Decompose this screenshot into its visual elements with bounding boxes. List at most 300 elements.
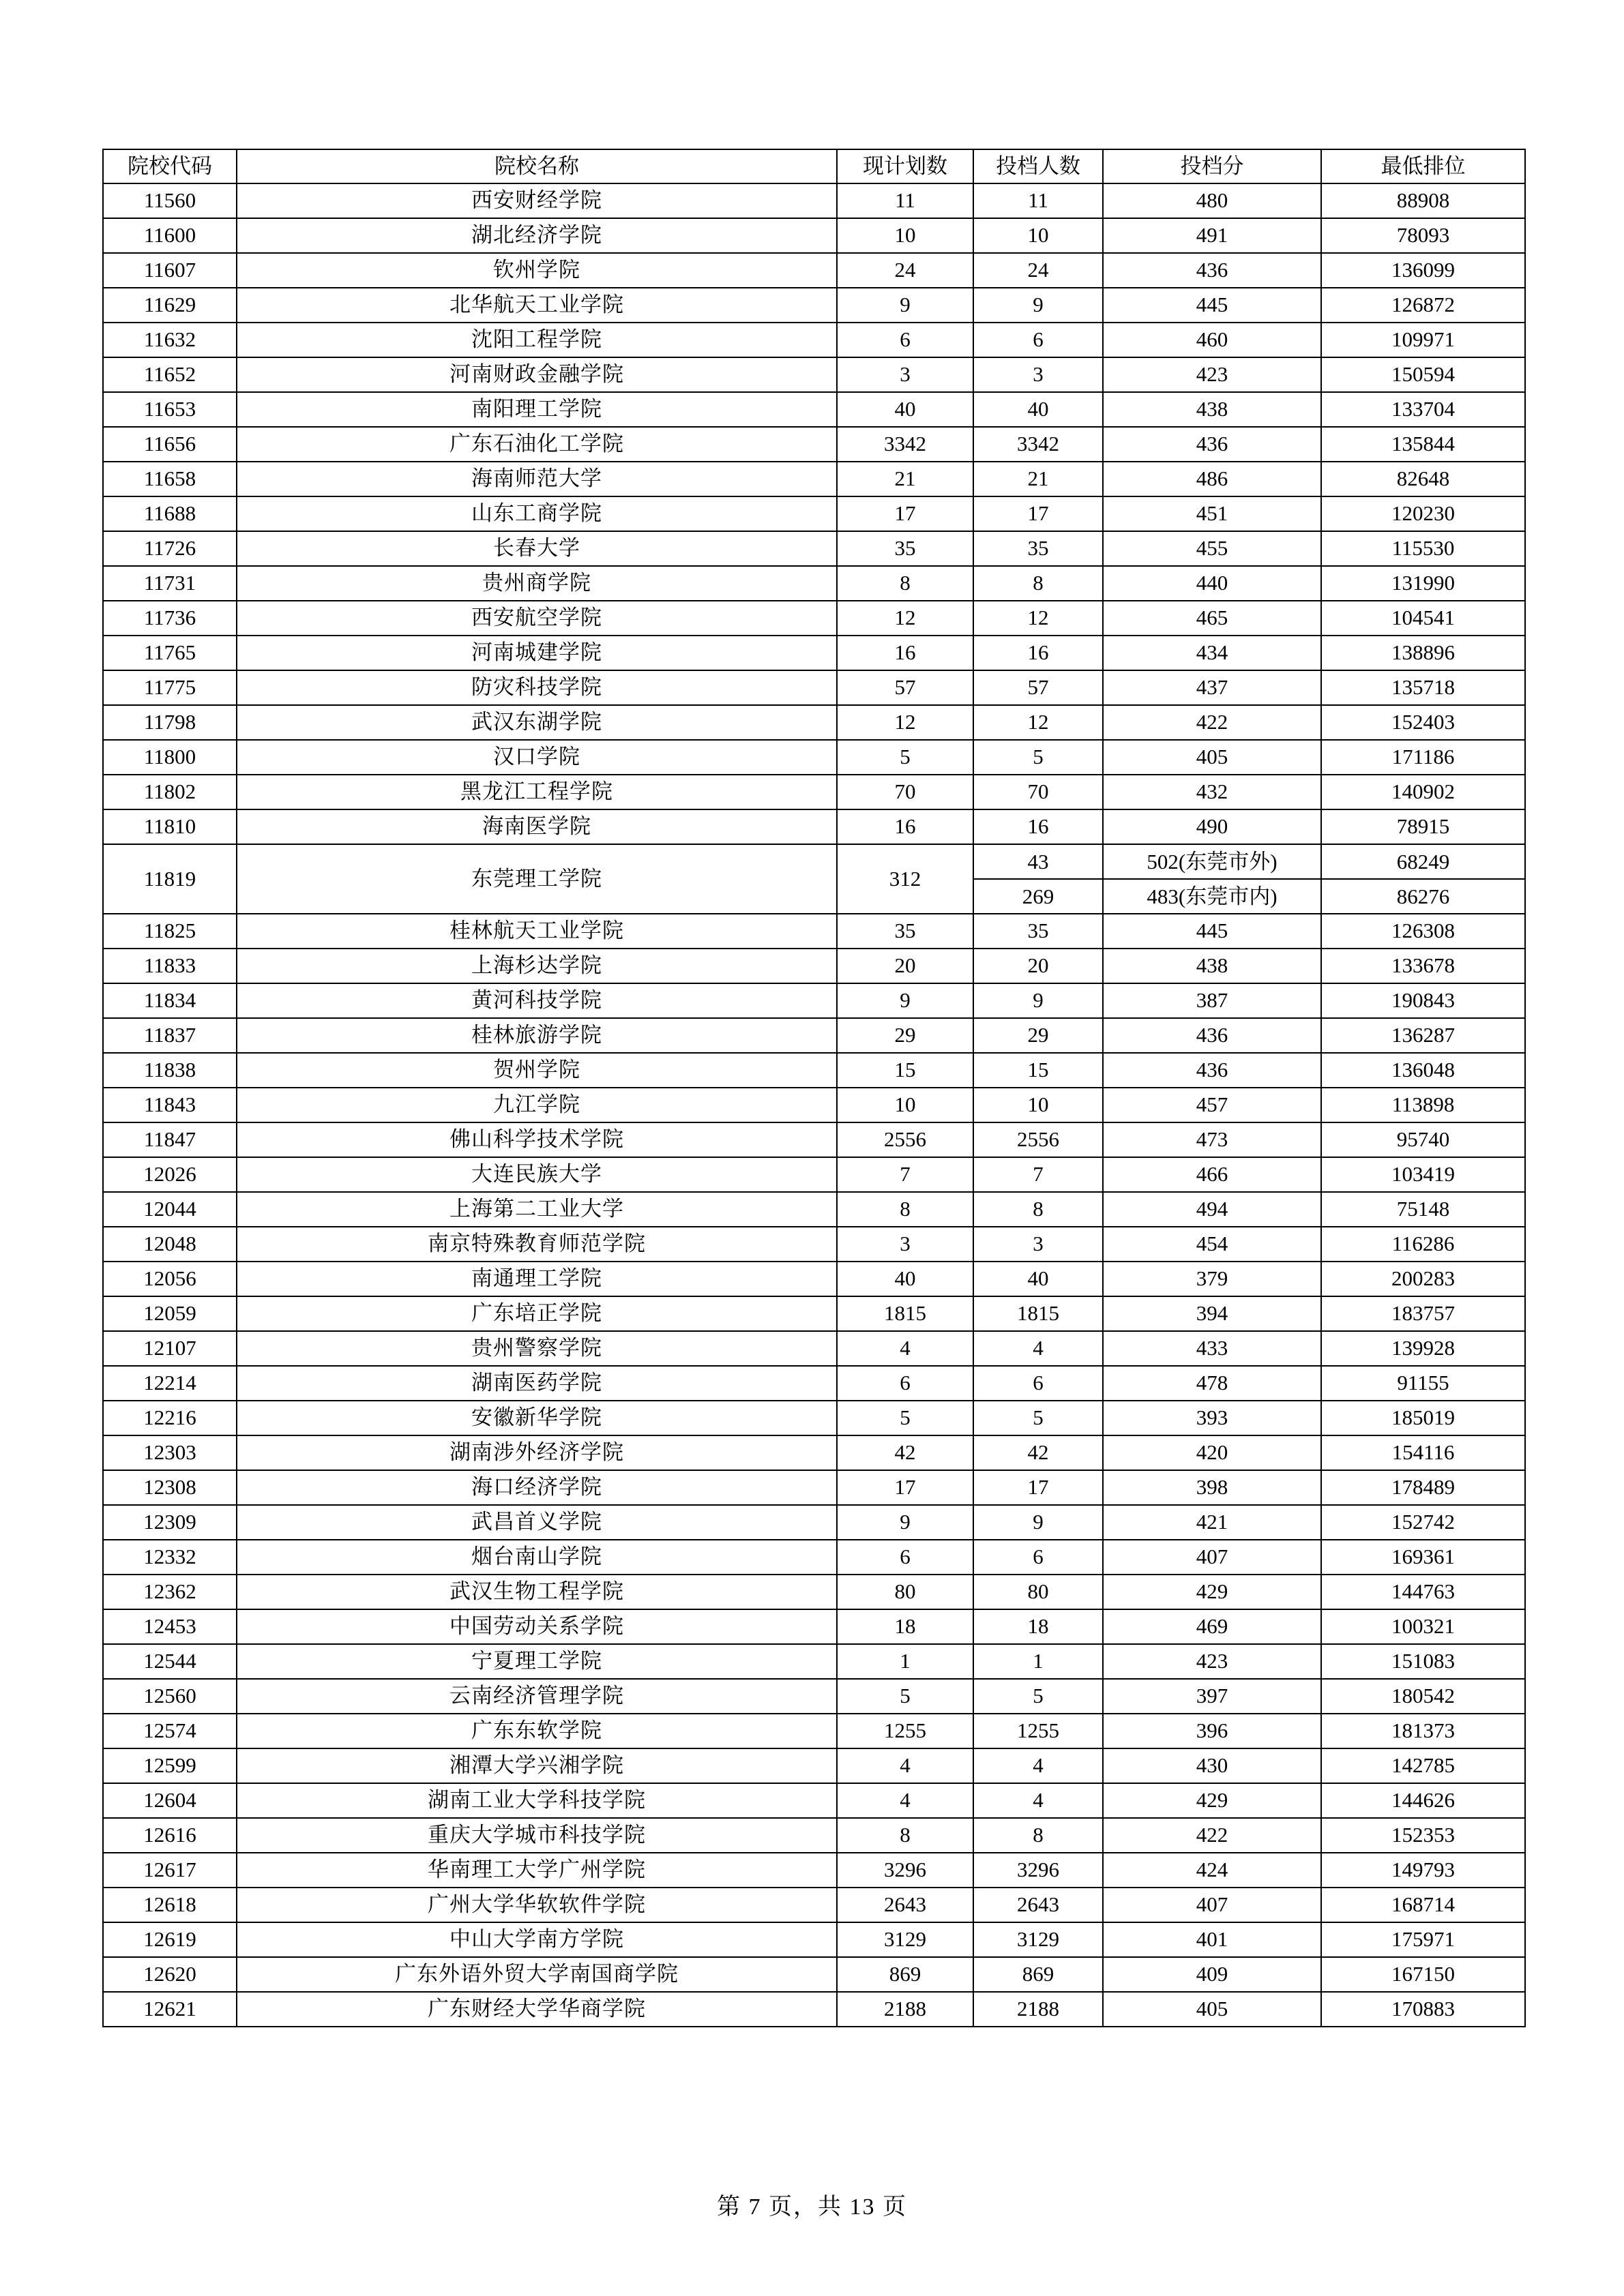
cell-current-plan: 10 [837,1088,973,1122]
cell-admitted-count: 5 [973,1401,1103,1435]
cell-admitted-count-part: 43 [974,845,1102,880]
cell-admission-score: 460 [1103,323,1321,357]
cell-current-plan: 2556 [837,1122,973,1157]
cell-school-code: 12544 [103,1644,237,1679]
cell-admission-score: 423 [1103,1644,1321,1679]
table-row [103,392,1525,427]
cell-lowest-rank: 133704 [1321,392,1525,427]
cell-admitted-count: 80 [973,1575,1103,1609]
cell-current-plan: 4 [837,1783,973,1818]
cell-school-code: 11838 [103,1053,237,1088]
cell-school-name: 佛山科学技术学院 [237,1122,837,1157]
cell-admitted-count: 10 [973,218,1103,253]
cell-current-plan: 8 [837,566,973,601]
cell-admitted-count: 15 [973,1053,1103,1088]
cell-admitted-count: 3129 [973,1922,1103,1957]
header-school-code: 院校代码 [103,149,237,183]
cell-school-code: 12616 [103,1818,237,1853]
cell-school-name: 河南财政金融学院 [237,357,837,392]
cell-admitted-count: 9 [973,1505,1103,1540]
table-row [103,1957,1525,1992]
cell-admission-score: 423 [1103,357,1321,392]
cell-school-code: 12044 [103,1192,237,1227]
cell-school-code: 12056 [103,1262,237,1296]
table-row [103,1018,1525,1053]
cell-admission-score: 440 [1103,566,1321,601]
cell-school-code: 11798 [103,705,237,740]
table-row [103,601,1525,636]
table-row [103,1505,1525,1540]
cell-admitted-count-part: 269 [1022,884,1054,908]
cell-school-code: 12309 [103,1505,237,1540]
cell-admission-score: 421 [1103,1505,1321,1540]
cell-admitted-count: 1 [973,1644,1103,1679]
cell-lowest-rank: 200283 [1321,1262,1525,1296]
cell-school-name: 九江学院 [237,1088,837,1122]
cell-current-plan: 8 [837,1192,973,1227]
table-row [103,1575,1525,1609]
table-row [103,1714,1525,1748]
header-lowest-rank: 最低排位 [1321,149,1525,183]
cell-admission-score: 424 [1103,1853,1321,1888]
cell-lowest-rank: 152353 [1321,1818,1525,1853]
cell-school-code: 11688 [103,496,237,531]
cell-admitted-count: 17 [973,496,1103,531]
cell-current-plan: 12 [837,601,973,636]
cell-admission-score: 379 [1103,1262,1321,1296]
cell-admitted-count: 6 [973,1540,1103,1575]
cell-school-code: 11802 [103,775,237,809]
cell-admission-score: 469 [1103,1609,1321,1644]
table-body [103,183,1525,2027]
cell-admission-score: 398 [1103,1470,1321,1505]
cell-current-plan: 8 [837,1818,973,1853]
cell-school-name: 钦州学院 [237,253,837,288]
cell-current-plan: 29 [837,1018,973,1053]
table-row [103,1192,1525,1227]
cell-admitted-count: 9 [973,983,1103,1018]
cell-current-plan: 10 [837,218,973,253]
cell-school-code: 12107 [103,1331,237,1366]
cell-admitted-count: 57 [973,670,1103,705]
table-row [103,740,1525,775]
cell-admitted-count: 40 [973,392,1103,427]
cell-current-plan: 42 [837,1435,973,1470]
cell-current-plan: 1 [837,1644,973,1679]
cell-school-code: 12362 [103,1575,237,1609]
cell-school-code: 12216 [103,1401,237,1435]
cell-admitted-count: 3 [973,1227,1103,1262]
cell-admission-score: 432 [1103,775,1321,809]
cell-current-plan: 2643 [837,1888,973,1922]
cell-current-plan: 15 [837,1053,973,1088]
cell-school-name: 上海杉达学院 [237,949,837,983]
cell-school-code: 11736 [103,601,237,636]
cell-school-name: 湖南涉外经济学院 [237,1435,837,1470]
cell-admitted-count: 5 [973,1679,1103,1714]
cell-school-name: 西安航空学院 [237,601,837,636]
cell-admission-score: 422 [1103,1818,1321,1853]
cell-admission-score: 438 [1103,392,1321,427]
cell-school-name: 东莞理工学院 [237,844,837,914]
cell-school-code: 12604 [103,1783,237,1818]
cell-current-plan: 4 [837,1331,973,1366]
cell-school-name: 烟台南山学院 [237,1540,837,1575]
cell-admitted-count: 21 [973,462,1103,496]
cell-school-name: 湖北经济学院 [237,218,837,253]
cell-school-name: 广东外语外贸大学南国商学院 [237,1957,837,1992]
cell-lowest-rank-part: 86276 [1396,884,1450,908]
header-school-name: 院校名称 [237,149,837,183]
cell-school-code: 11819 [103,844,237,914]
cell-school-name: 北华航天工业学院 [237,288,837,323]
cell-school-name: 云南经济管理学院 [237,1679,837,1714]
cell-lowest-rank: 185019 [1321,1401,1525,1435]
cell-lowest-rank: 131990 [1321,566,1525,601]
cell-lowest-rank: 151083 [1321,1644,1525,1679]
cell-school-code: 11629 [103,288,237,323]
cell-school-code: 12560 [103,1679,237,1714]
cell-current-plan: 5 [837,1401,973,1435]
cell-school-name: 长春大学 [237,531,837,566]
cell-lowest-rank: 136287 [1321,1018,1525,1053]
cell-current-plan: 20 [837,949,973,983]
cell-school-name: 西安财经学院 [237,183,837,218]
cell-school-code: 11726 [103,531,237,566]
cell-admitted-count: 40 [973,1262,1103,1296]
table-row [103,1922,1525,1957]
cell-lowest-rank: 169361 [1321,1540,1525,1575]
cell-current-plan: 5 [837,1679,973,1714]
cell-school-name: 贵州商学院 [237,566,837,601]
cell-school-name: 黄河科技学院 [237,983,837,1018]
header-admission-score: 投档分 [1103,149,1321,183]
cell-school-code: 12621 [103,1992,237,2027]
cell-school-name: 湘潭大学兴湘学院 [237,1748,837,1783]
cell-lowest-rank: 140902 [1321,775,1525,809]
table-row [103,1644,1525,1679]
cell-current-plan: 7 [837,1157,973,1192]
cell-school-name: 大连民族大学 [237,1157,837,1192]
cell-admission-score: 465 [1103,601,1321,636]
cell-admitted-count: 35 [973,914,1103,949]
cell-lowest-rank: 152403 [1321,705,1525,740]
cell-admission-score: 387 [1103,983,1321,1018]
cell-lowest-rank: 152742 [1321,1505,1525,1540]
cell-admission-score: 494 [1103,1192,1321,1227]
cell-admitted-count: 20 [973,949,1103,983]
cell-admitted-count: 17 [973,1470,1103,1505]
cell-school-name: 海口经济学院 [237,1470,837,1505]
cell-lowest-rank: 136099 [1321,253,1525,288]
table-row [103,1853,1525,1888]
cell-admission-score: 436 [1103,1018,1321,1053]
cell-lowest-rank: 135844 [1321,427,1525,462]
cell-lowest-rank: 78093 [1321,218,1525,253]
cell-school-name: 武汉生物工程学院 [237,1575,837,1609]
cell-admission-score: 437 [1103,670,1321,705]
cell-admission-score: 473 [1103,1122,1321,1157]
cell-lowest-rank: 78915 [1321,809,1525,844]
cell-admission-score-part: 502(东莞市外) [1104,845,1320,880]
header-current-plan: 现计划数 [837,149,973,183]
cell-school-name: 武昌首义学院 [237,1505,837,1540]
cell-admitted-count [973,844,1103,914]
cell-admission-score: 436 [1103,427,1321,462]
cell-school-name: 中国劳动关系学院 [237,1609,837,1644]
table-row [103,218,1525,253]
cell-admission-score: 401 [1103,1922,1321,1957]
cell-current-plan: 18 [837,1609,973,1644]
cell-school-code: 12617 [103,1853,237,1888]
cell-admitted-count: 18 [973,1609,1103,1644]
cell-school-code: 11632 [103,323,237,357]
cell-admission-score: 490 [1103,809,1321,844]
cell-school-name: 武汉东湖学院 [237,705,837,740]
table-row [103,914,1525,949]
cell-school-code: 12308 [103,1470,237,1505]
table-row [103,1540,1525,1575]
cell-current-plan: 3342 [837,427,973,462]
cell-school-name: 湖南医药学院 [237,1366,837,1401]
cell-admitted-count: 16 [973,809,1103,844]
cell-current-plan: 35 [837,531,973,566]
cell-admission-score: 480 [1103,183,1321,218]
cell-admitted-count: 11 [973,183,1103,218]
table-row [103,844,1525,914]
table-row [103,1366,1525,1401]
cell-school-code: 11607 [103,253,237,288]
cell-current-plan: 2188 [837,1992,973,2027]
cell-lowest-rank: 149793 [1321,1853,1525,1888]
cell-school-code: 12619 [103,1922,237,1957]
cell-school-name: 南阳理工学院 [237,392,837,427]
table-row [103,636,1525,670]
cell-current-plan: 5 [837,740,973,775]
cell-admitted-count: 4 [973,1748,1103,1783]
cell-admitted-count: 5 [973,740,1103,775]
cell-current-plan: 6 [837,323,973,357]
cell-lowest-rank: 104541 [1321,601,1525,636]
table-row [103,323,1525,357]
table-header [103,149,1525,183]
table-row [103,1470,1525,1505]
cell-lowest-rank: 142785 [1321,1748,1525,1783]
cell-current-plan: 6 [837,1540,973,1575]
cell-admission-score: 486 [1103,462,1321,496]
cell-admission-score: 397 [1103,1679,1321,1714]
cell-lowest-rank: 95740 [1321,1122,1525,1157]
cell-school-name: 重庆大学城市科技学院 [237,1818,837,1853]
cell-school-name: 海南医学院 [237,809,837,844]
cell-admitted-count: 16 [973,636,1103,670]
cell-school-code: 11560 [103,183,237,218]
table-row [103,1748,1525,1783]
cell-admission-score: 457 [1103,1088,1321,1122]
cell-lowest-rank: 115530 [1321,531,1525,566]
cell-lowest-rank: 126308 [1321,914,1525,949]
cell-admitted-count: 869 [973,1957,1103,1992]
cell-school-code: 12214 [103,1366,237,1401]
table-row [103,1331,1525,1366]
cell-school-name: 贵州警察学院 [237,1331,837,1366]
table-row [103,1227,1525,1262]
cell-school-code: 11652 [103,357,237,392]
cell-current-plan: 9 [837,288,973,323]
cell-admitted-count: 6 [973,323,1103,357]
cell-lowest-rank: 175971 [1321,1922,1525,1957]
cell-current-plan: 11 [837,183,973,218]
cell-admission-score: 429 [1103,1783,1321,1818]
cell-school-code: 12332 [103,1540,237,1575]
cell-school-name: 广东石油化工学院 [237,427,837,462]
cell-admitted-count: 2643 [973,1888,1103,1922]
cell-admitted-count: 3296 [973,1853,1103,1888]
cell-admission-score: 420 [1103,1435,1321,1470]
cell-school-name: 广州大学华软软件学院 [237,1888,837,1922]
cell-admitted-count: 35 [973,531,1103,566]
cell-school-code: 11837 [103,1018,237,1053]
cell-admission-score: 407 [1103,1540,1321,1575]
cell-lowest-rank: 91155 [1321,1366,1525,1401]
cell-lowest-rank: 190843 [1321,983,1525,1018]
cell-current-plan: 40 [837,1262,973,1296]
cell-admitted-count: 9 [973,288,1103,323]
cell-lowest-rank: 183757 [1321,1296,1525,1331]
cell-admission-score: 445 [1103,914,1321,949]
cell-school-code: 11810 [103,809,237,844]
cell-admitted-count: 42 [973,1435,1103,1470]
cell-lowest-rank: 103419 [1321,1157,1525,1192]
cell-admission-score: 451 [1103,496,1321,531]
cell-lowest-rank: 133678 [1321,949,1525,983]
cell-lowest-rank: 144626 [1321,1783,1525,1818]
cell-school-name: 海南师范大学 [237,462,837,496]
cell-admitted-count: 8 [973,1818,1103,1853]
cell-current-plan: 312 [837,844,973,914]
cell-school-code: 11731 [103,566,237,601]
cell-lowest-rank: 181373 [1321,1714,1525,1748]
cell-school-name: 华南理工大学广州学院 [237,1853,837,1888]
cell-school-code: 12059 [103,1296,237,1331]
cell-school-name: 汉口学院 [237,740,837,775]
cell-school-code: 11834 [103,983,237,1018]
cell-admitted-count: 8 [973,566,1103,601]
cell-school-name: 防灾科技学院 [237,670,837,705]
cell-admitted-count: 2188 [973,1992,1103,2027]
cell-admitted-count: 1815 [973,1296,1103,1331]
cell-school-name: 桂林航天工业学院 [237,914,837,949]
cell-school-code: 12618 [103,1888,237,1922]
cell-school-code: 11825 [103,914,237,949]
table-row [103,1262,1525,1296]
table-row [103,183,1525,218]
cell-admission-score: 409 [1103,1957,1321,1992]
cell-lowest-rank: 170883 [1321,1992,1525,2027]
table-row [103,1401,1525,1435]
cell-school-code: 11775 [103,670,237,705]
table-row [103,775,1525,809]
cell-school-name: 沈阳工程学院 [237,323,837,357]
cell-admission-score: 405 [1103,1992,1321,2027]
cell-admitted-count: 2556 [973,1122,1103,1157]
cell-lowest-rank: 113898 [1321,1088,1525,1122]
cell-lowest-rank: 144763 [1321,1575,1525,1609]
cell-admission-score [1103,844,1321,914]
table-row [103,496,1525,531]
cell-school-name: 南通理工学院 [237,1262,837,1296]
cell-current-plan: 16 [837,809,973,844]
cell-current-plan: 80 [837,1575,973,1609]
table-row [103,1157,1525,1192]
cell-admission-score: 396 [1103,1714,1321,1748]
cell-school-name: 安徽新华学院 [237,1401,837,1435]
cell-current-plan: 21 [837,462,973,496]
cell-lowest-rank: 180542 [1321,1679,1525,1714]
header-admitted-count: 投档人数 [973,149,1103,183]
cell-admission-score: 478 [1103,1366,1321,1401]
cell-admission-score: 429 [1103,1575,1321,1609]
cell-admitted-count: 4 [973,1331,1103,1366]
table-row [103,1088,1525,1122]
cell-lowest-rank: 100321 [1321,1609,1525,1644]
cell-current-plan: 4 [837,1748,973,1783]
cell-admission-score: 433 [1103,1331,1321,1366]
cell-admitted-count: 3342 [973,427,1103,462]
cell-admission-score: 422 [1103,705,1321,740]
cell-current-plan: 1815 [837,1296,973,1331]
admission-score-table [102,149,1526,2027]
cell-school-code: 12453 [103,1609,237,1644]
table-row [103,531,1525,566]
cell-school-name: 上海第二工业大学 [237,1192,837,1227]
cell-current-plan: 1255 [837,1714,973,1748]
table-row [103,427,1525,462]
table-row [103,1296,1525,1331]
cell-school-name: 中山大学南方学院 [237,1922,837,1957]
table-row [103,1122,1525,1157]
cell-school-code: 11765 [103,636,237,670]
cell-lowest-rank: 116286 [1321,1227,1525,1262]
cell-lowest-rank: 82648 [1321,462,1525,496]
cell-lowest-rank: 154116 [1321,1435,1525,1470]
cell-school-code: 11656 [103,427,237,462]
cell-admission-score: 466 [1103,1157,1321,1192]
cell-admission-score: 436 [1103,1053,1321,1088]
cell-current-plan: 3296 [837,1853,973,1888]
page-footer: 第 7 页，共 13 页 [717,2194,907,2220]
cell-admission-score: 491 [1103,218,1321,253]
cell-school-code: 12303 [103,1435,237,1470]
cell-current-plan: 9 [837,1505,973,1540]
cell-admitted-count: 7 [973,1157,1103,1192]
cell-current-plan: 9 [837,983,973,1018]
table-row [103,1679,1525,1714]
table-row [103,566,1525,601]
cell-current-plan: 57 [837,670,973,705]
cell-admission-score: 393 [1103,1401,1321,1435]
cell-lowest-rank: 138896 [1321,636,1525,670]
cell-school-name: 桂林旅游学院 [237,1018,837,1053]
cell-lowest-rank: 120230 [1321,496,1525,531]
cell-admitted-count: 6 [973,1366,1103,1401]
cell-admitted-count: 4 [973,1783,1103,1818]
cell-school-code: 12599 [103,1748,237,1783]
cell-school-name: 贺州学院 [237,1053,837,1088]
table-header-row [103,149,1525,183]
table-row [103,949,1525,983]
cell-school-name: 广东东软学院 [237,1714,837,1748]
